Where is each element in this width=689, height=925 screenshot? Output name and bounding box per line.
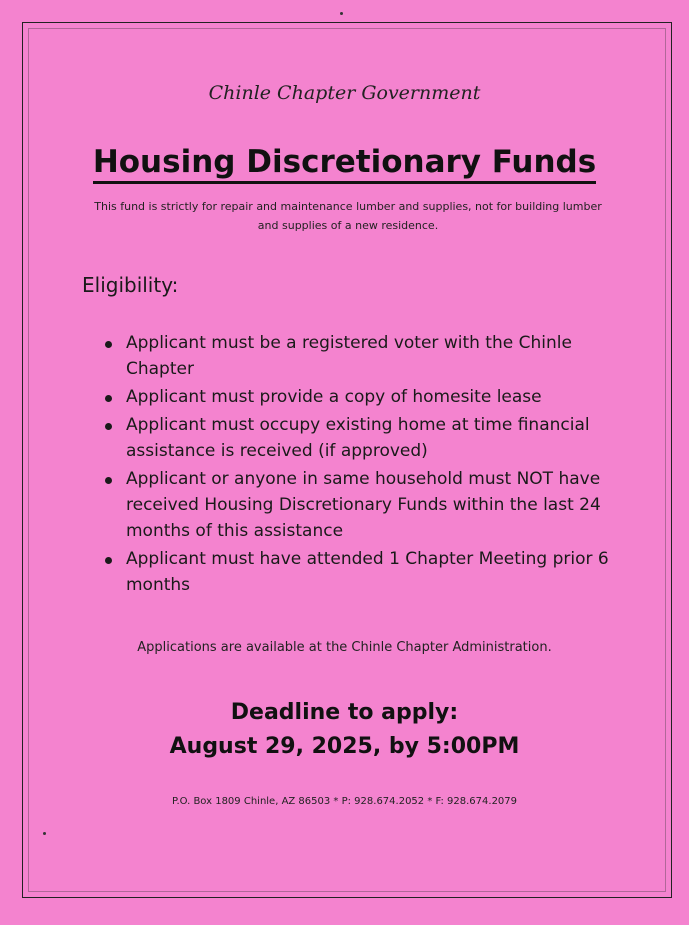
fund-note: This fund is strictly for repair and maintenance lumber and supplies, not for building lumber and supplies of a new residence. xyxy=(94,200,602,232)
availability-note: Applications are available at the Chinle Chapter Administration. xyxy=(137,640,552,655)
organization-name: Chinle Chapter Government xyxy=(208,82,481,104)
list-item: Applicant must have attended 1 Chapter Meeting prior 6 months xyxy=(100,546,620,598)
deadline-label: Deadline to apply: xyxy=(230,700,459,725)
deadline-block xyxy=(0,696,689,764)
list-item: Applicant or anyone in same household must NOT have received Housing Discretionary Funds within the last 24 months of this assistance xyxy=(100,466,620,544)
page-title-text: Housing Discretionary Funds xyxy=(93,144,596,184)
eligibility-heading: Eligibility: xyxy=(82,273,179,297)
page-title xyxy=(0,144,689,180)
list-item: Applicant must be a registered voter with the Chinle Chapter xyxy=(100,330,620,382)
list-item: Applicant must provide a copy of homesite lease xyxy=(100,384,620,410)
eligibility-list xyxy=(100,330,620,600)
list-item: Applicant must occupy existing home at time financial assistance is received (if approved) xyxy=(100,412,620,464)
speck-mark xyxy=(43,832,46,835)
contact-footer: P.O. Box 1809 Chinle, AZ 86503 * P: 928.674.2052 * F: 928.674.2079 xyxy=(171,796,518,807)
deadline-date: August 29, 2025, by 5:00PM xyxy=(169,734,520,759)
speck-mark xyxy=(340,12,343,15)
